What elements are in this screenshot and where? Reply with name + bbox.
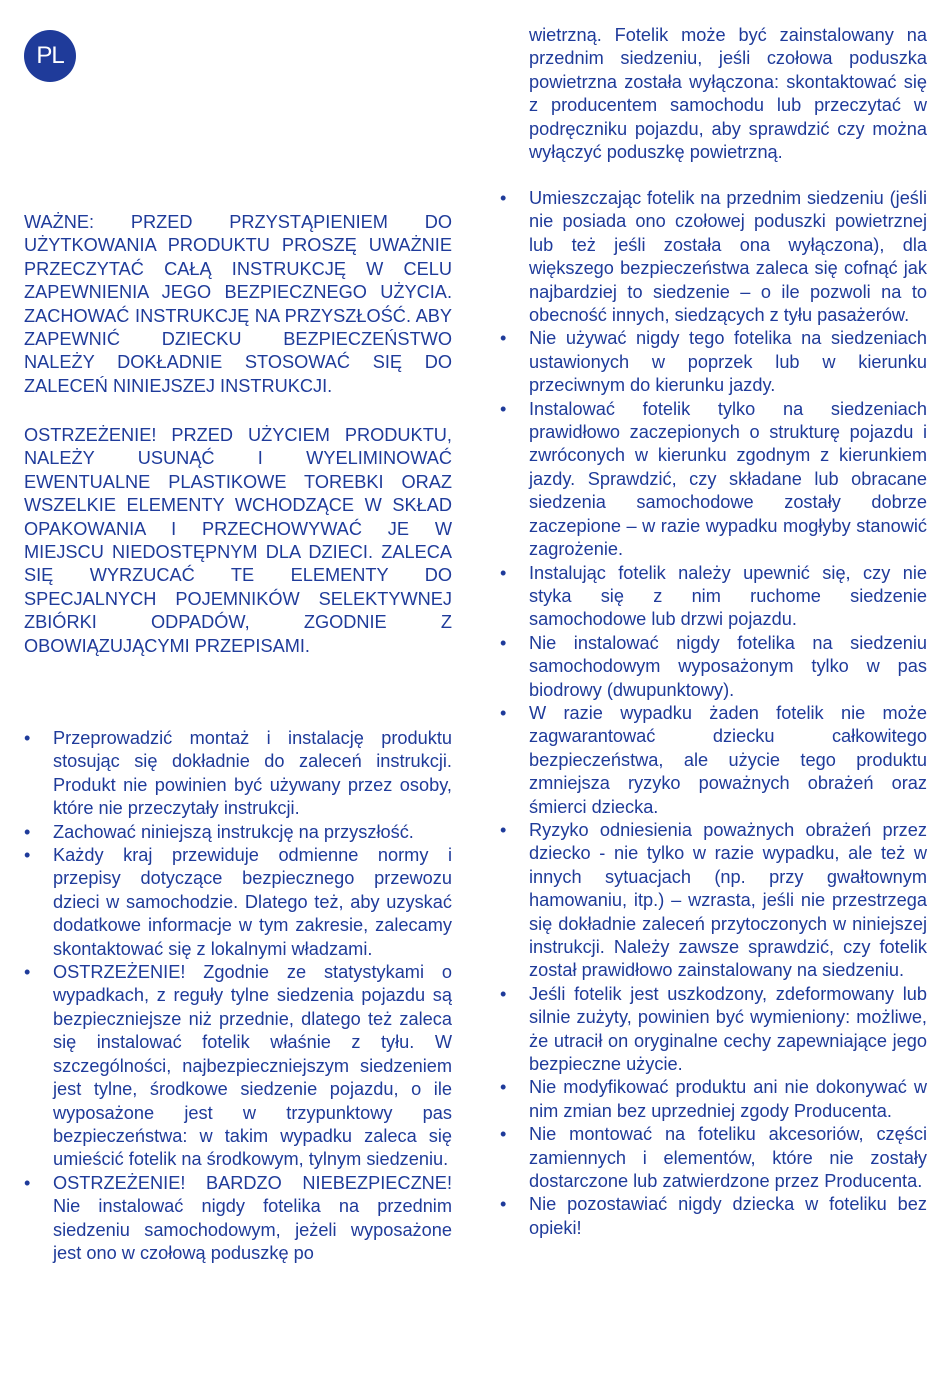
important-notice: WAŻNE: PRZED PRZYSTĄPIENIEM DO UŻYTKOWANIA PRODUKTU PROSZĘ UWAŻNIE PRZECZYTAĆ CAŁĄ INSTRUKCJĘ W CELU ZAPEWNIENIA JEGO BEZPIECZNEGO UŻYCIA. ZACHOWAĆ INSTRUKCJĘ NA PRZYSZŁOŚĆ. ABY ZAPEWNIĆ DZIECKU BEZPIECZEŃSTWO NALEŻY DOKŁADNIE STOSOWAĆ SIĘ DO ZALECEŃ NINIEJSZEJ INSTRUKCJI. bbox=[24, 212, 452, 396]
list-item: • Nie modyfikować produktu ani nie dokonywać w nim zmian bez uprzedniej zgody Producenta. bbox=[500, 1076, 927, 1123]
list-item: • Nie pozostawiać nigdy dziecka w foteliku bez opieki! bbox=[500, 1193, 927, 1240]
list-item: • Nie montować na foteliku akcesoriów, części zamiennych i elementów, które nie zostały dostarczone lub zatwierdzone przez Producenta. bbox=[500, 1123, 927, 1193]
list-item: • W razie wypadku żaden fotelik nie może zagwarantować dziecku całkowitego bezpieczeństwa, ale użycie tego produktu zmniejsza ryzyko poważnych obrażeń oraz śmierci dziecka. bbox=[500, 702, 927, 819]
list-item: • Umieszczając fotelik na przednim siedzeniu (jeśli nie posiada ono czołowej poduszki powietrznej lub też jeśli została ona wyłączona), dla większego bezpieczeństwa zaleca się cofnąć jak najbardziej to siedzenie – o ile pozwoli na to obecność innych, siedzących z tyłu pasażerów. bbox=[500, 187, 927, 327]
list-item: • Każdy kraj przewiduje odmienne normy i przepisy dotyczące bezpiecznego przewozu dzieci w samochodzie. Dlatego też, aby uzyskać dodatkowe informacje w tym zakresie, zalecamy skontaktować się z lokalnymi władzami. bbox=[24, 844, 452, 961]
list-item: • Nie używać nigdy tego fotelika na siedzeniach ustawionych w poprzek lub w kierunku przeciwnym do kierunku jazdy. bbox=[500, 327, 927, 397]
list-item: • OSTRZEŻENIE! Zgodnie ze statystykami o wypadkach, z reguły tylne siedzenia pojazdu są bezpieczniejsze niż przednie, dlatego też zaleca się instalować fotelik właśnie z tyłu. W szczególności, najbezpieczniejszym siedzeniem jest tylne, środkowe siedzenie pojazdu, o ile wyposażone jest w trzypunktowy pas bezpieczeństwa: w takim wypadku zaleca się umieścić fotelik na środkowym, tylnym siedzeniu. bbox=[24, 961, 452, 1172]
safety-list-left bbox=[24, 727, 452, 1265]
list-item: • Jeśli fotelik jest uszkodzony, zdeformowany lub silnie zużyty, powinien być wymieniony: możliwe, że utracił on oryginalne cechy zapewniające jego bezpieczne użycie. bbox=[500, 983, 927, 1077]
safety-list-right bbox=[500, 187, 927, 1240]
language-badge: PL bbox=[24, 30, 76, 82]
list-item: • OSTRZEŻENIE! BARDZO NIEBEZPIECZNE! Nie instalować nigdy fotelika na przednim siedzeniu samochodowym, jeżeli wyposażone jest ono w czołową poduszkę po bbox=[24, 1172, 452, 1266]
list-item: • Nie instalować nigdy fotelika na siedzeniu samochodowym wyposażonym tylko w pas biodrowy (dwupunktowy). bbox=[500, 632, 927, 702]
list-item-continuation: wietrzną. Fotelik może być zainstalowany na przednim siedzeniu, jeśli czołowa poduszka powietrzna została wyłączona: skontaktować się z producentem samochodu lub przeczytać w podręczniku pojazdu, aby sprawdzić czy można wyłączyć poduszkę powietrzną. bbox=[529, 25, 927, 163]
list-item: • Instalować fotelik tylko na siedzeniach prawidłowo zaczepionych o strukturę pojazdu i zwróconych w kierunku zgodnym z kierunkiem jazdy. Sprawdzić, czy składane lub obracane siedzenia samochodowe zostały dobrze zaczepione – w razie wypadku mogłyby stanowić zagrożenie. bbox=[500, 398, 927, 562]
list-item: • Ryzyko odniesienia poważnych obrażeń przez dziecko - nie tylko w razie wypadku, ale też w innych sytuacjach (np. przy gwałtownym hamowaniu, itp.) – wzrasta, jeśli nie przestrzega się dokładnie zaleceń przytoczonych w niniejszej instrukcji. Należy zawsze sprawdzić, czy fotelik został prawidłowo zainstalowany na siedzeniu. bbox=[500, 819, 927, 983]
warning-packaging: OSTRZEŻENIE! PRZED UŻYCIEM PRODUKTU, NALEŻY USUNĄĆ I WYELIMINOWAĆ EWENTUALNE PLASTIKOWE TOREBKI ORAZ WSZELKIE ELEMENTY WCHODZĄCE W SKŁAD OPAKOWANIA I PRZECHOWYWAĆ JE W MIEJSCU NIEDOSTĘPNYM DLA DZIECI. ZALECA SIĘ WYRZUCAĆ TE ELEMENTY DO SPECJALNYCH POJEMNIKÓW SELEKTYWNEJ ZBIÓRKI ODPADÓW, ZGODNIE Z OBOWIĄZUJĄCYMI PRZEPISAMI. bbox=[24, 425, 452, 656]
list-item: • Zachować niniejszą instrukcję na przyszłość. bbox=[24, 821, 452, 844]
list-item: • Przeprowadzić montaż i instalację produktu stosując się dokładnie do zaleceń instrukcji. Produkt nie powinien być używany przez osoby, które nie przeczytały instrukcji. bbox=[24, 727, 452, 821]
list-item: • Instalując fotelik należy upewnić się, czy nie styka się z nim ruchome siedzenie samochodowe lub drzwi pojazdu. bbox=[500, 562, 927, 632]
